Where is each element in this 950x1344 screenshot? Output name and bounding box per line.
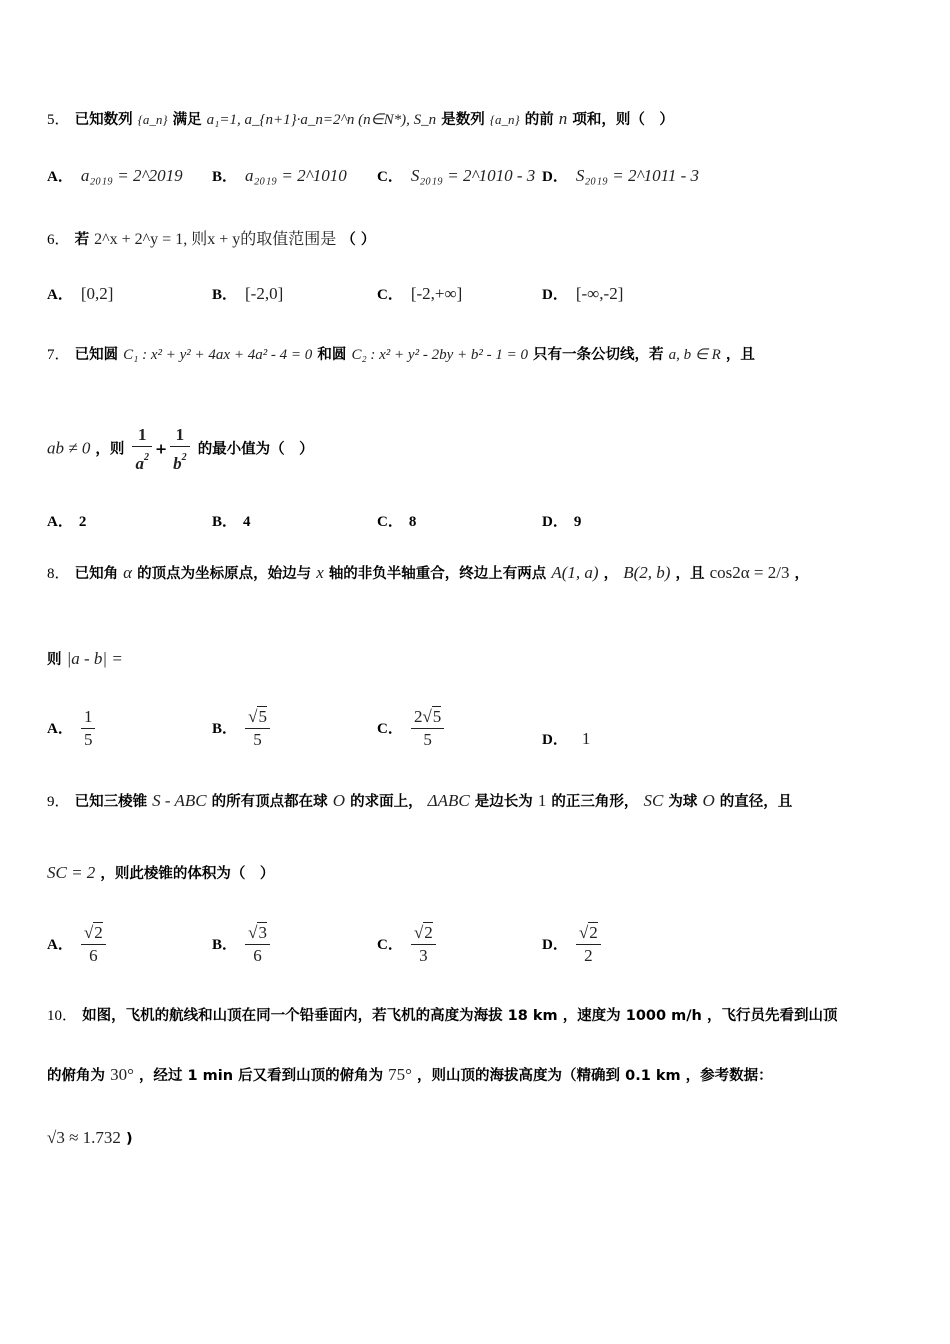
fraction-1-5: $\frac{1}{5}$: [81, 706, 96, 751]
option-label: B．: [212, 169, 238, 185]
option-label: C．: [377, 169, 403, 185]
math-abs-diff: |a - b| =: [66, 649, 123, 668]
option-math: S₂₀₁₉ = 2^1011 - 3: [575, 166, 700, 185]
option-b[interactable]: [212, 510, 251, 531]
stem-text: 项和，则（ ）: [572, 112, 674, 128]
option-math: [-2,+∞]: [410, 284, 463, 303]
option-label: B．: [212, 937, 238, 953]
math-one: 1: [537, 791, 547, 810]
option-c[interactable]: [377, 706, 447, 751]
question-number: 6．: [47, 232, 70, 248]
question-7-stem-line2: ab ≠ 0 ，则 $\frac{1}{a^2}$ + $\frac{1}{b^2}$ 的最小值为（ ）: [47, 425, 314, 473]
math-pyramid: S - ABC: [152, 791, 207, 810]
fraction-sqrt3-6: $\frac{√3}{6}$: [245, 922, 270, 967]
stem-text: ，则: [95, 441, 125, 458]
option-label: A．: [47, 721, 73, 737]
stem-text: 已知角: [74, 566, 119, 582]
stem-text: 若: [74, 232, 90, 248]
option-math: [-∞,-2]: [575, 284, 624, 303]
math-sequence: {a_n}: [489, 112, 520, 127]
fraction-sqrt2-6: $\frac{√2}{6}$: [81, 922, 106, 967]
math-point-b: B(2, b): [623, 563, 671, 582]
stem-text: 的俯角为: [47, 1068, 105, 1084]
option-value: 1: [581, 729, 591, 748]
math-sphere-o: O: [332, 791, 346, 810]
option-b[interactable]: [212, 283, 283, 304]
option-label: A．: [47, 514, 73, 530]
math-sc-eq: SC = 2: [47, 863, 96, 882]
stem-text: 已知数列: [74, 112, 133, 128]
stem-text: （ ）: [341, 232, 376, 248]
option-d[interactable]: [542, 728, 590, 749]
math-angle-30: 30°: [110, 1065, 134, 1084]
option-label: B．: [212, 514, 238, 530]
math-point-a: A(1, a): [551, 563, 599, 582]
question-10-stem-line2: [47, 1064, 773, 1085]
stem-text: 的求面上，: [350, 794, 423, 810]
math-angle-75: 75°: [388, 1065, 412, 1084]
stem-text: ): [125, 1131, 133, 1147]
option-label: D．: [542, 937, 568, 953]
stem-text: 已知圆: [74, 347, 119, 363]
stem-text: ，经过: [138, 1068, 183, 1084]
option-math: S₂₀₁₉ = 2^1010 - 3: [410, 166, 536, 185]
math-x: x: [316, 563, 324, 582]
option-label: B．: [212, 287, 238, 303]
math-sequence: {a_n}: [137, 112, 168, 127]
stem-text: ，飞行员先看到山顶: [706, 1008, 838, 1024]
stem-text: 是边长为: [474, 794, 533, 810]
speed-value: 1000 m/h: [625, 1008, 702, 1024]
option-label: C．: [377, 514, 403, 530]
stem-text: 如图，飞机的航线和山顶在同一个铅垂面内，若飞机的高度为海拔: [82, 1008, 503, 1024]
stem-text: ，且: [725, 347, 755, 363]
stem-text: ，速度为: [562, 1008, 621, 1024]
question-number: 7．: [47, 347, 70, 363]
option-label: A．: [47, 169, 73, 185]
option-d[interactable]: [542, 283, 623, 304]
stem-text: 轴的非负半轴重合，终边上有两点: [328, 566, 547, 582]
option-label: C．: [377, 287, 403, 303]
stem-text: 只有一条公切线，若: [533, 347, 664, 363]
question-8-stem-line2: [47, 648, 123, 669]
option-c[interactable]: [377, 510, 416, 531]
option-a[interactable]: [47, 510, 86, 531]
stem-text: ，: [603, 566, 619, 582]
option-label: B．: [212, 721, 238, 737]
math-sc: SC: [643, 791, 664, 810]
altitude-value: 18 km: [507, 1008, 558, 1024]
question-number: 5．: [47, 112, 70, 128]
question-number: 8．: [47, 566, 70, 582]
option-a[interactable]: [47, 922, 109, 967]
math-triangle: ΔABC: [427, 791, 470, 810]
math-sphere-o: O: [702, 791, 715, 810]
question-10-stem-line3: [47, 1128, 133, 1148]
stem-text: ，且: [675, 566, 705, 582]
option-label: C．: [377, 937, 403, 953]
option-math: a₂₀₁₉ = 2^2019: [80, 166, 183, 185]
math-ab: a, b ∈ R: [668, 347, 721, 363]
option-b[interactable]: [212, 706, 273, 751]
math-circle-c1: C₁ : x² + y² + 4ax + 4a² - 4 = 0: [123, 347, 313, 363]
time-value: 1 min: [187, 1068, 234, 1084]
stem-text: 后又看到山顶的俯角为: [238, 1068, 384, 1084]
option-c[interactable]: [377, 922, 439, 967]
math-circle-c2: C₂ : x² + y² - 2by + b² - 1 = 0: [351, 347, 528, 363]
stem-text: 的所有顶点都在球: [211, 794, 328, 810]
option-d[interactable]: [542, 922, 604, 967]
stem-text: 的前: [524, 112, 554, 128]
option-label: D．: [542, 732, 568, 748]
option-label: D．: [542, 514, 568, 530]
option-value: 8: [408, 514, 417, 530]
option-math: [0,2]: [80, 284, 114, 303]
stem-text: ，: [794, 566, 810, 582]
option-a[interactable]: [47, 165, 183, 186]
stem-text: 则: [47, 652, 62, 668]
question-5-stem: [47, 108, 674, 129]
stem-text: ，参考数据：: [685, 1068, 773, 1084]
question-number: 9．: [47, 794, 70, 810]
math-reference: √3 ≈ 1.732: [47, 1128, 121, 1147]
option-math: a₂₀₁₉ = 2^1010: [245, 166, 347, 185]
option-a[interactable]: [47, 283, 113, 304]
math-variable: n: [558, 109, 568, 128]
fraction-2sqrt5-5: $\frac{2√5}{5}$: [411, 706, 444, 751]
fraction-sqrt2-3: $\frac{√2}{3}$: [411, 922, 436, 967]
stem-text: 满足: [172, 112, 202, 128]
stem-text: ，则山顶的海拔高度为（精确到: [417, 1068, 621, 1084]
question-6-stem: [47, 226, 375, 249]
fraction-sqrt2-2: $\frac{√2}{2}$: [576, 922, 601, 967]
stem-text: 的顶点为坐标原点，始边与: [137, 566, 312, 582]
option-a[interactable]: [47, 706, 98, 751]
stem-text: 的正三角形，: [551, 794, 639, 810]
fraction-1-over-a2: $\frac{1}{a^2}$: [132, 424, 152, 475]
question-8-stem-line1: [47, 562, 809, 583]
option-label: A．: [47, 937, 73, 953]
math-condition: 2^x + 2^y = 1, 则x + y的取值范围是: [94, 231, 337, 248]
stem-text: 的直径，且: [719, 794, 793, 810]
option-label: D．: [542, 287, 568, 303]
stem-text: 和圆: [317, 347, 347, 363]
stem-text: ，则此棱锥的体积为（ ）: [100, 866, 275, 882]
option-c[interactable]: [377, 165, 535, 186]
math-alpha: α: [123, 563, 133, 582]
precision-value: 0.1 km: [625, 1068, 681, 1084]
question-7-stem-line1: [47, 343, 755, 364]
option-label: C．: [377, 721, 403, 737]
option-value: 2: [78, 514, 87, 530]
stem-text: 是数列: [441, 112, 485, 128]
math-condition: a₁=1, a_{n+1}·a_n=2^n (n∈N*), S_n: [206, 112, 437, 128]
option-label: A．: [47, 287, 73, 303]
stem-text: 为球: [668, 794, 698, 810]
option-value: 9: [573, 514, 582, 530]
option-b[interactable]: [212, 165, 347, 186]
question-9-stem-line1: [47, 790, 792, 811]
question-10-stem-line1: [47, 1004, 837, 1025]
stem-text: 已知三棱锥: [74, 794, 148, 810]
math-condition: ab ≠ 0: [47, 438, 91, 458]
option-d[interactable]: [542, 510, 581, 531]
option-label: D．: [542, 169, 568, 185]
option-value: 4: [243, 514, 251, 530]
math-cos2alpha: cos2α = 2/3: [709, 563, 790, 582]
question-9-stem-line2: [47, 862, 274, 883]
option-b[interactable]: [212, 922, 273, 967]
option-d[interactable]: [542, 165, 699, 186]
question-number: 10．: [47, 1008, 78, 1024]
fraction-sqrt5-5: $\frac{√5}{5}$: [245, 706, 270, 751]
fraction-1-over-b2: $\frac{1}{b^2}$: [170, 424, 190, 475]
stem-text: 的最小值为（ ）: [197, 441, 314, 458]
option-c[interactable]: [377, 283, 462, 304]
option-math: [-2,0]: [245, 284, 284, 303]
